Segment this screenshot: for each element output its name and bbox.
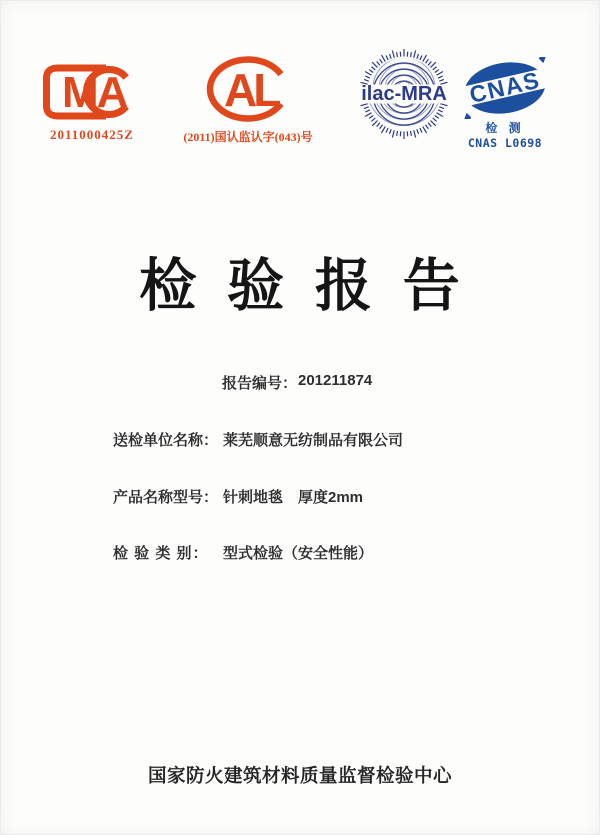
cnas-label: CNAS <box>466 66 543 109</box>
cma-logo-icon <box>42 63 142 121</box>
cal-letters: AL <box>224 64 278 116</box>
field-label: 送检单位名称： <box>113 432 219 449</box>
field-inspection-type <box>113 542 374 564</box>
field-value: 莱芜顺意无纺制品有限公司 <box>223 432 404 449</box>
cma-logo-block <box>40 63 144 143</box>
field-value-spec: 厚度2mm <box>298 489 364 506</box>
issuing-institution: 国家防火建筑材料质量监督检验中心 <box>147 765 452 786</box>
cal-logo-block <box>178 56 318 145</box>
page-title: 检 验 报 告 <box>139 254 461 318</box>
field-label: 检 验 类 别： <box>113 545 209 562</box>
cal-logo-icon <box>204 56 292 124</box>
ilac-mra-logo-block <box>357 47 451 141</box>
field-report-number <box>222 372 373 394</box>
cma-letters: MA <box>62 68 127 117</box>
cnas-lab-code: CNAS L0698 <box>467 136 543 150</box>
field-value: 型式检验（安全性能） <box>223 545 374 562</box>
field-client-name <box>113 429 404 451</box>
cnas-logo-icon <box>459 57 551 119</box>
field-value: 针刺地毯 <box>223 489 284 506</box>
field-product-name-model <box>113 486 364 508</box>
cnas-caption-cn: 检 测 <box>485 121 525 135</box>
cnas-logo-block <box>458 57 552 150</box>
field-label: 报告编号： <box>222 375 298 392</box>
ilac-mra-label: ilac-MRA <box>361 83 447 105</box>
cal-certificate-number: (2011)国认监认字(043)号 <box>183 130 313 144</box>
ilac-mra-logo-icon <box>357 47 451 141</box>
field-label: 产品名称型号： <box>113 489 219 506</box>
cma-certificate-number: 2011000425Z <box>50 127 134 142</box>
field-value: 201211874 <box>298 372 373 389</box>
